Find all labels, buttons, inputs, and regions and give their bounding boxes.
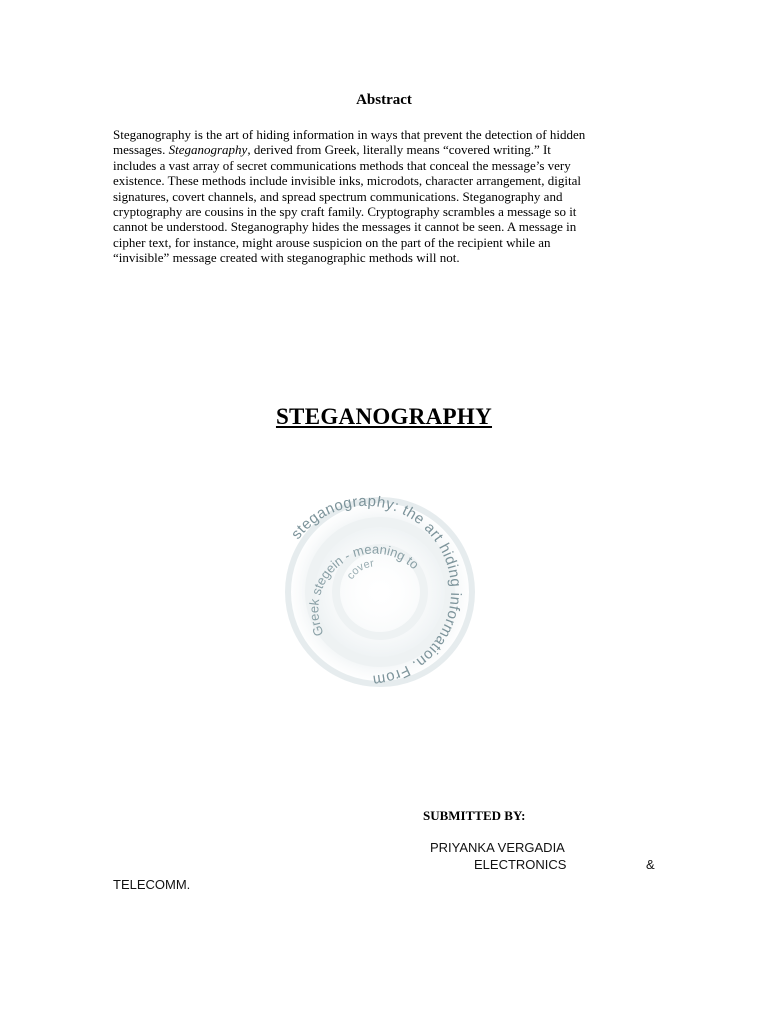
abstract-heading: Abstract xyxy=(356,92,412,108)
department-part1: ELECTRONICS xyxy=(474,857,567,872)
logo-inner-text: cover xyxy=(344,557,375,582)
logo-middle-text: Greek stegein - meaning to xyxy=(306,541,422,639)
abstract-line: “invisible” message created with steganographic methods will not. xyxy=(113,250,460,266)
abstract-line: Steganography is the art of hiding information in ways that prevent the detection of hidden xyxy=(113,127,586,142)
abstract-line: cryptography are cousins in the spy craft family. Cryptography scrambles a message so it xyxy=(113,204,577,220)
submitted-by-label: SUBMITTED BY: xyxy=(423,808,526,823)
abstract-line: signatures, covert channels, and spread spectrum communications. Steganography and xyxy=(113,188,563,204)
spiral-text-logo xyxy=(280,492,480,692)
department-part2: TELECOMM. xyxy=(113,877,191,892)
document-title: STEGANOGRAPHY xyxy=(275,404,493,429)
logo-outer-text: steganography: the art hiding information. From xyxy=(287,492,465,689)
abstract-line: cipher text, for instance, might arouse suspicion on the part of the recipient while an xyxy=(113,234,551,250)
abstract-body xyxy=(113,127,653,266)
abstract-line: includes a vast array of secret communications methods that conceal the message’s very xyxy=(113,157,571,173)
author-name: PRIYANKA VERGADIA xyxy=(430,840,565,855)
abstract-line: messages. Steganography, derived from Greek, literally means “covered writing.” It xyxy=(113,142,551,158)
abstract-line: existence. These methods include invisible inks, microdots, character arrangement, digital xyxy=(113,173,581,189)
department-ampersand: & xyxy=(646,857,655,872)
abstract-line: cannot be understood. Steganography hides the messages it cannot be seen. A message in xyxy=(113,219,577,235)
